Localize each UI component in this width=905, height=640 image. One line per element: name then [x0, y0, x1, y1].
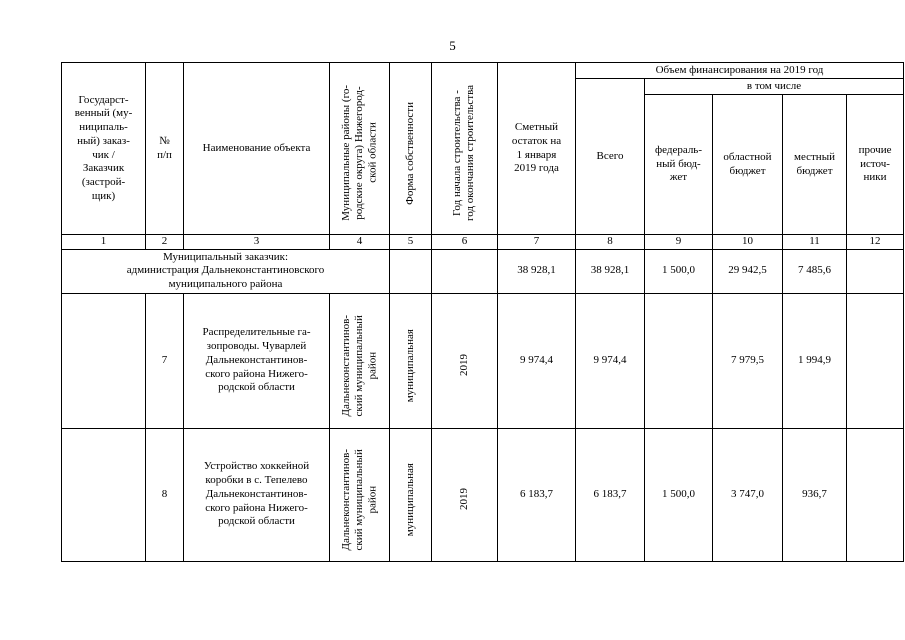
row-ownership-text: муниципальная	[403, 328, 416, 402]
row-federal: 1 500,0	[645, 428, 713, 561]
row-district	[330, 428, 390, 561]
header-customer: Государст- венный (му- ниципаль- ный) заказ- чик / Заказчик (застрой- щик)	[62, 63, 146, 235]
group-row	[62, 249, 904, 293]
header-construction-years-text: Год начала строительства - год окончания строительства	[451, 85, 477, 221]
row-object-name: Распределительные га- зопроводы. Чуварлей Дальнеконстантинов- ского района Нижего- родской области	[184, 293, 330, 428]
header-object-name: Наименование объекта	[184, 63, 330, 235]
row-local: 936,7	[783, 428, 847, 561]
header-estimated-remainder: Сметный остаток на 1 января 2019 года	[498, 63, 576, 235]
header-funding-title: Объем финансирования на 2019 год	[576, 63, 904, 79]
row-years-text: 2019	[457, 354, 470, 377]
financing-table	[61, 62, 904, 562]
header-ownership-text: Форма собственности	[403, 101, 416, 205]
row-years	[432, 428, 498, 561]
row-years-text: 2019	[457, 488, 470, 511]
column-number: 3	[184, 235, 330, 250]
row-customer	[62, 293, 146, 428]
column-number: 11	[783, 235, 847, 250]
row-customer	[62, 428, 146, 561]
group-other	[847, 249, 904, 293]
column-number: 2	[146, 235, 184, 250]
header-local: местный бюджет	[783, 95, 847, 235]
row-ownership	[390, 428, 432, 561]
header-ownership	[390, 63, 432, 235]
header-number: № п/п	[146, 63, 184, 235]
row-regional: 7 979,5	[713, 293, 783, 428]
group-total: 38 928,1	[576, 249, 645, 293]
column-numbers-row	[62, 235, 904, 250]
header-districts	[330, 63, 390, 235]
header-total: Всего	[576, 79, 645, 235]
row-local: 1 994,9	[783, 293, 847, 428]
row-other	[847, 293, 904, 428]
column-number: 9	[645, 235, 713, 250]
header-districts-text: Муниципальные районы (го- родские округа) Нижегород- ской области	[339, 85, 379, 221]
row-regional: 3 747,0	[713, 428, 783, 561]
group-title: Муниципальный заказчик: администрация Дальнеконстантиновского муниципального района	[62, 249, 390, 293]
page-number: 5	[449, 38, 456, 53]
column-number: 12	[847, 235, 904, 250]
group-ownership	[390, 249, 432, 293]
row-federal	[645, 293, 713, 428]
row-remainder: 6 183,7	[498, 428, 576, 561]
header-regional: областной бюджет	[713, 95, 783, 235]
header-construction-years	[432, 63, 498, 235]
table-row	[62, 293, 904, 428]
row-district-text: Дальнеконстантинов- ский муниципальный район	[339, 448, 379, 550]
header-including: в том числе	[645, 79, 904, 95]
row-total: 9 974,4	[576, 293, 645, 428]
row-number: 8	[146, 428, 184, 561]
row-number: 7	[146, 293, 184, 428]
row-district	[330, 293, 390, 428]
group-federal: 1 500,0	[645, 249, 713, 293]
column-number: 5	[390, 235, 432, 250]
row-object-name: Устройство хоккейной коробки в с. Тепелево Дальнеконстантинов- ского района Нижего- родской области	[184, 428, 330, 561]
group-years	[432, 249, 498, 293]
column-number: 1	[62, 235, 146, 250]
row-district-text: Дальнеконстантинов- ский муниципальный район	[339, 314, 379, 416]
group-remainder: 38 928,1	[498, 249, 576, 293]
column-number: 8	[576, 235, 645, 250]
table-row	[62, 428, 904, 561]
header-federal: федераль- ный бюд- жет	[645, 95, 713, 235]
column-number: 4	[330, 235, 390, 250]
group-local: 7 485,6	[783, 249, 847, 293]
column-number: 10	[713, 235, 783, 250]
row-total: 6 183,7	[576, 428, 645, 561]
row-years	[432, 293, 498, 428]
column-number: 6	[432, 235, 498, 250]
group-regional: 29 942,5	[713, 249, 783, 293]
header-other: прочие источ- ники	[847, 95, 904, 235]
row-ownership-text: муниципальная	[403, 462, 416, 536]
row-ownership	[390, 293, 432, 428]
row-other	[847, 428, 904, 561]
header-row	[62, 63, 904, 79]
column-number: 7	[498, 235, 576, 250]
row-remainder: 9 974,4	[498, 293, 576, 428]
